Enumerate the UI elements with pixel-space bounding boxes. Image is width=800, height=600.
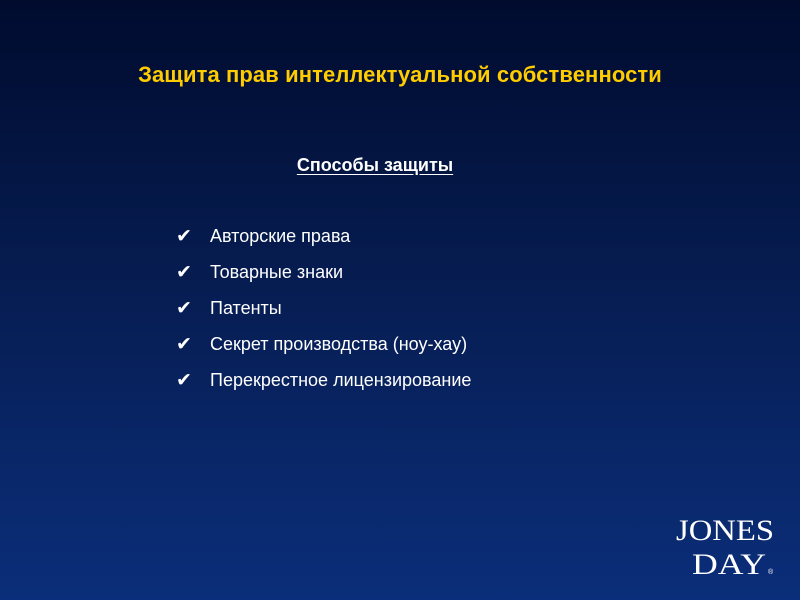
check-mark-icon: ✔ (176, 260, 192, 283)
check-mark-icon: ✔ (176, 224, 192, 247)
list-item (176, 218, 471, 254)
logo-line-1: JONES (676, 514, 774, 547)
bullet-list (176, 218, 471, 398)
list-item-label: Патенты (210, 297, 282, 318)
slide-subtitle: Способы защиты (296, 155, 454, 175)
check-mark-icon: ✔ (176, 332, 192, 355)
list-item (176, 254, 471, 290)
list-item (176, 362, 471, 398)
logo-line-2: DAY (692, 548, 766, 581)
check-mark-icon: ✔ (176, 368, 192, 391)
list-item-label: Товарные знаки (210, 261, 344, 282)
jones-day-logo (674, 508, 778, 584)
check-mark-icon: ✔ (176, 296, 192, 319)
list-item (176, 290, 471, 326)
list-item-label: Перекрестное лицензирование (210, 369, 472, 390)
slide-title: Защита прав интеллектуальной собственности (138, 62, 662, 87)
list-item (176, 326, 471, 362)
logo-registered-mark: ® (768, 569, 774, 576)
list-item-label: Секрет производства (ноу-хау) (210, 333, 468, 354)
list-item-label: Авторские права (210, 225, 351, 246)
